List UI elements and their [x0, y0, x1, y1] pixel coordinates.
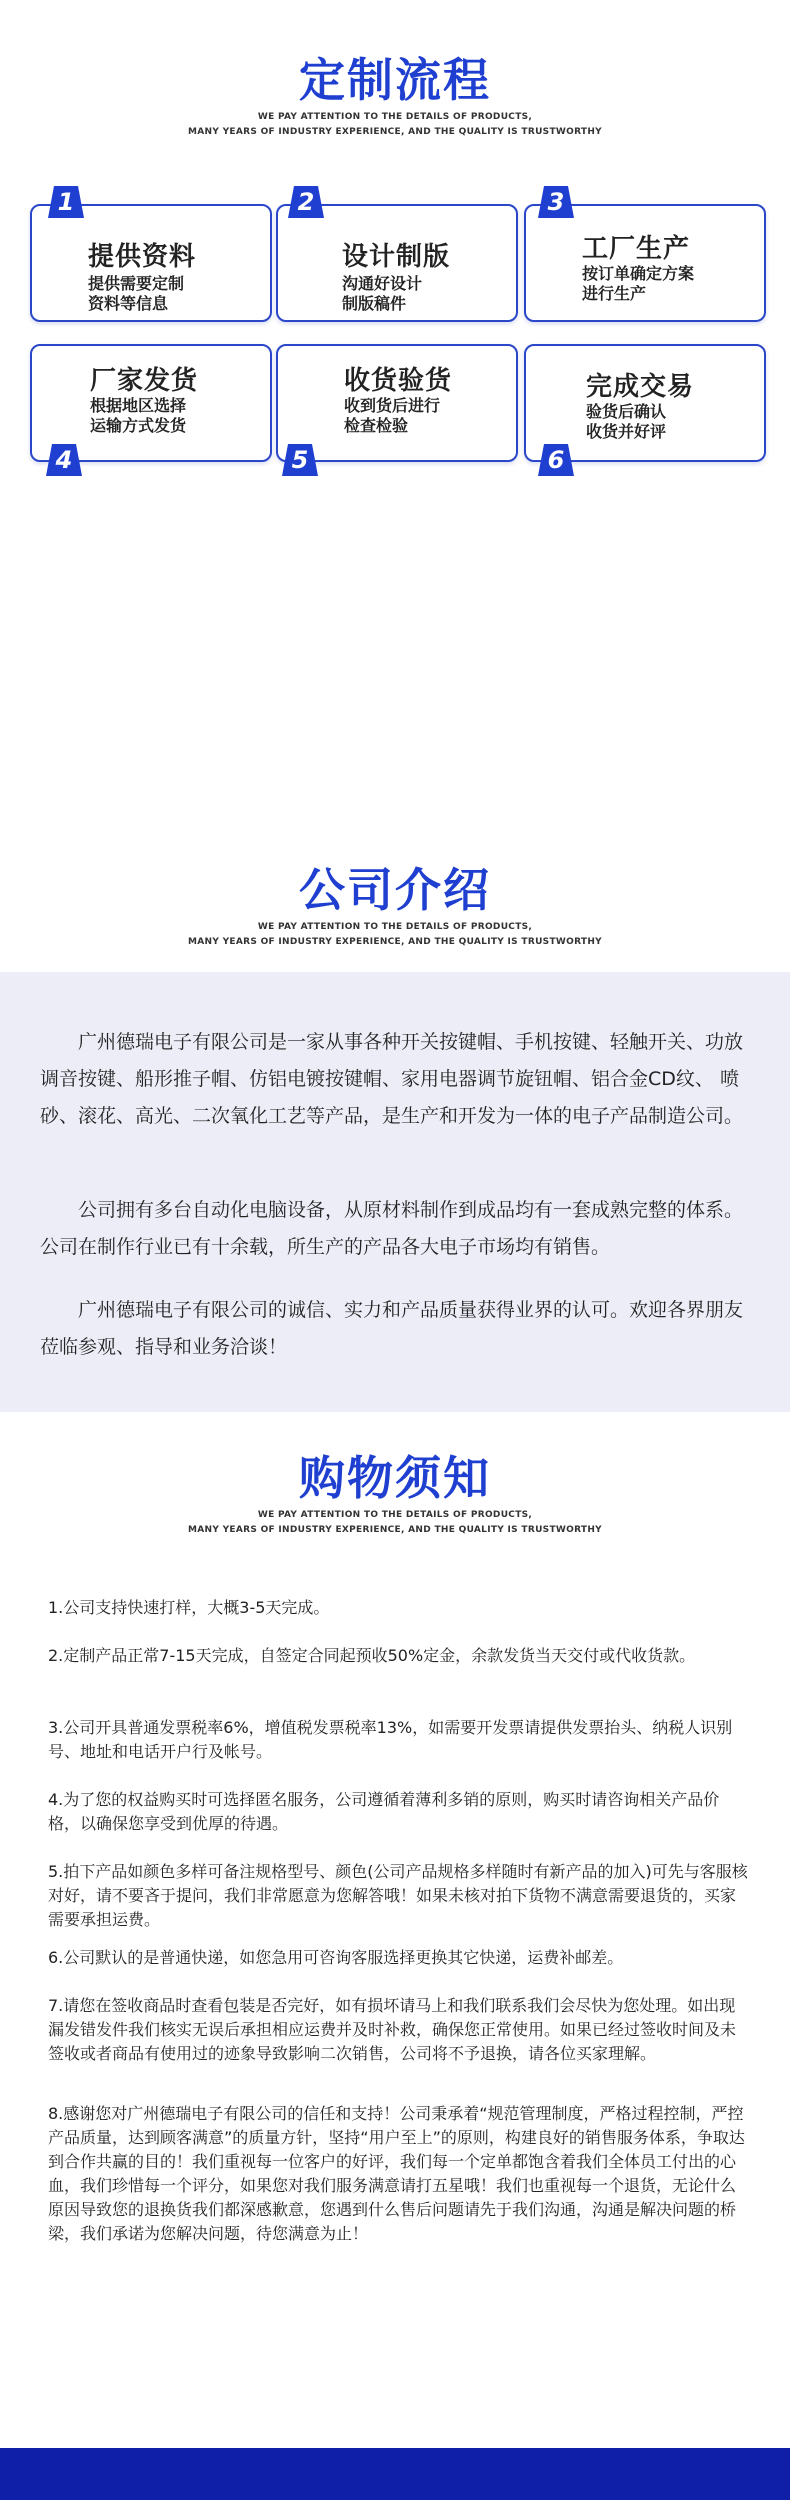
- footer-bar: [0, 2448, 790, 2500]
- step-desc-line-1: 沟通好设计: [342, 274, 423, 293]
- notice-item-8: 8.感谢您对广州德瑞电子有限公司的信任和支持！公司秉承着“规范管理制度，严格过程控制，严控产品质量，达到顾客满意”的质量方针，坚持“用户至上”的原则，构建良好的销售服务体系，争取达到合作共赢的目的！我们重视每一位客户的好评，我们每一个定单都饱含着我们全体员工付出的心血，我们珍惜每一个评分，如果您对我们服务满意请打五星哦！我们也重视每一个退货，无论什么原因导致您的退换货我们都深感歉意，您遇到什么售后问题请先于我们沟通，沟通是解决问题的桥梁，我们承诺为您解决问题，待您满意为止！: [48, 2104, 745, 2243]
- notice-item-7: 7.请您在签收商品时查看包装是否完好，如有损坏请马上和我们联系我们会尽快为您处理。如出现漏发错发件我们核实无误后承担相应运费并及时补救，确保您正常使用。如果已经过签收时间及未签收或者商品有使用过的迹象导致影响二次销售，公司将不予退换，请各位买家理解。: [48, 1996, 737, 2063]
- notice-title: 购物须知: [299, 1451, 491, 1505]
- step-number-badge-3: [536, 182, 576, 222]
- notice-item-5: 5.拍下产品如颜色多样可备注规格型号、颜色(公司产品规格多样随时有新产品的加入)可先与客服核对好，请不要吝于提问，我们非常愿意为您解答哦！如果未核对拍下货物不满意需要退货的，买家需要承担运费。: [48, 1862, 748, 1929]
- step-desc-line-2: 制版稿件: [342, 294, 407, 313]
- intro-paragraph-2: 公司拥有多台自动化电脑设备，从原材料制作到成品均有一套成熟完整的体系。公司在制作行业已有十余载，所生产的产品各大电子市场均有销售。: [40, 1199, 744, 1258]
- step-number: 5: [291, 446, 309, 474]
- notice-item-1: 1.公司支持快速打样，大概3-5天完成。: [48, 1598, 330, 1617]
- step-number-badge-2: [286, 182, 326, 222]
- process-subtitle: [0, 110, 790, 140]
- step-number-badge-1: [46, 182, 86, 222]
- step-number-badge-5: [280, 440, 320, 480]
- step-desc-line-1: 收到货后进行: [344, 396, 441, 415]
- subtitle-line-2: MANY YEARS OF INDUSTRY EXPERIENCE, AND THE QUALITY IS TRUSTWORTHY: [187, 127, 602, 137]
- subtitle-line-2: MANY YEARS OF INDUSTRY EXPERIENCE, AND THE QUALITY IS TRUSTWORTHY: [187, 937, 602, 947]
- step-number: 6: [547, 446, 565, 474]
- subtitle-line-1: WE PAY ATTENTION TO THE DETAILS OF PRODUCTS,: [257, 1510, 533, 1520]
- step-number: 1: [57, 188, 75, 216]
- step-desc-line-2: 资料等信息: [88, 294, 169, 313]
- subtitle-line-1: WE PAY ATTENTION TO THE DETAILS OF PRODUCTS,: [257, 922, 533, 932]
- step-title: 收货验货: [344, 366, 453, 396]
- intro-paragraph-1: 广州德瑞电子有限公司是一家从事各种开关按键帽、手机按键、轻触开关、功放调音按键、船形推子帽、仿铝电镀按键帽、家用电器调节旋钮帽、铝合金CD纹、 喷砂、滚花、高光、二次氧化工艺等产品，是生产和开发为一体的电子产品制造公司。: [40, 1031, 744, 1127]
- step-desc-line-2: 收货并好评: [586, 422, 667, 441]
- subtitle-line-1: WE PAY ATTENTION TO THE DETAILS OF PRODUCTS,: [257, 112, 533, 122]
- step-title: 厂家发货: [90, 366, 199, 396]
- step-desc-line-1: 按订单确定方案: [582, 264, 695, 283]
- step-number: 3: [547, 188, 565, 216]
- process-title: 定制流程: [299, 53, 491, 107]
- step-title: 工厂生产: [582, 234, 691, 264]
- step-title: 完成交易: [586, 372, 695, 402]
- notice-item-2: 2.定制产品正常7-15天完成，自签定合同起预收50%定金，余款发货当天交付或代收货款。: [48, 1646, 696, 1665]
- intro-title: 公司介绍: [299, 863, 491, 917]
- notice-item-4: 4.为了您的权益购买时可选择匿名服务，公司遵循着薄利多销的原则，购买时请咨询相关产品价格，以确保您享受到优厚的待遇。: [48, 1790, 720, 1833]
- step-desc-line-1: 验货后确认: [586, 402, 667, 421]
- step-desc-line-1: 提供需要定制: [88, 274, 185, 293]
- step-number-badge-4: [44, 440, 84, 480]
- step-desc-line-2: 运输方式发货: [90, 416, 187, 435]
- intro-subtitle: [0, 920, 790, 950]
- notice-item-3: 3.公司开具普通发票税率6%，增值税发票税率13%，如需要开发票请提供发票抬头、纳税人识别号、地址和电话开户行及帐号。: [48, 1718, 733, 1761]
- step-desc-line-1: 根据地区选择: [90, 396, 187, 415]
- step-number: 4: [55, 446, 73, 474]
- notice-subtitle: [0, 1508, 790, 1538]
- step-title: 设计制版: [342, 242, 451, 272]
- subtitle-line-2: MANY YEARS OF INDUSTRY EXPERIENCE, AND THE QUALITY IS TRUSTWORTHY: [187, 1525, 602, 1535]
- step-title: 提供资料: [88, 242, 197, 272]
- step-number: 2: [297, 188, 315, 216]
- intro-paragraph-3: 广州德瑞电子有限公司的诚信、实力和产品质量获得业界的认可。欢迎各界朋友莅临参观、指导和业务洽谈！: [40, 1299, 744, 1358]
- step-number-badge-6: [536, 440, 576, 480]
- step-desc-line-2: 检查检验: [344, 416, 409, 435]
- step-desc-line-2: 进行生产: [582, 284, 647, 303]
- notice-item-6: 6.公司默认的是普通快递，如您急用可咨询客服选择更换其它快递，运费补邮差。: [48, 1948, 624, 1967]
